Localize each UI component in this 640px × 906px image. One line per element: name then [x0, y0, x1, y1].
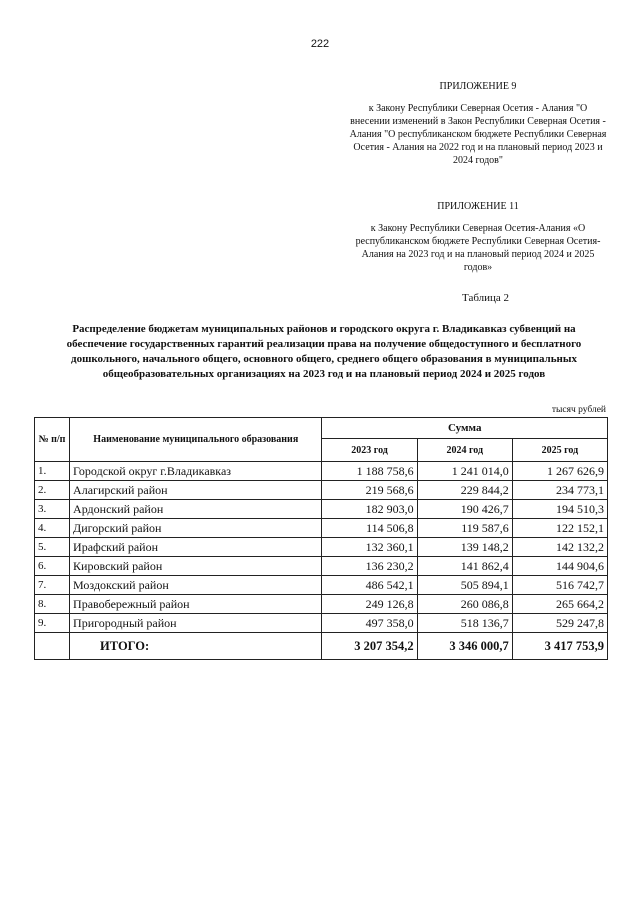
row-value-2023: 1 188 758,6: [322, 462, 417, 481]
row-value-2024: 260 086,8: [417, 595, 512, 614]
annex-11-heading: ПРИЛОЖЕНИЕ 11: [437, 201, 519, 212]
table-row: [35, 595, 608, 614]
row-name: Ирафский район: [70, 538, 322, 557]
table-body: [35, 462, 608, 633]
row-num: 2.: [35, 481, 70, 500]
table-row: [35, 557, 608, 576]
row-name: Кировский район: [70, 557, 322, 576]
header-year-2023: 2023 год: [322, 439, 417, 462]
row-value-2025: 1 267 626,9: [512, 462, 607, 481]
row-num: 4.: [35, 519, 70, 538]
row-value-2024: 229 844,2: [417, 481, 512, 500]
annex-9-heading: ПРИЛОЖЕНИЕ 9: [439, 81, 517, 92]
row-value-2024: 1 241 014,0: [417, 462, 512, 481]
table-row: [35, 500, 608, 519]
row-value-2025: 265 664,2: [512, 595, 607, 614]
header-name: Наименование муниципального образования: [70, 418, 322, 462]
header-year-2025: 2025 год: [512, 439, 607, 462]
row-value-2023: 486 542,1: [322, 576, 417, 595]
header-num: № п/п: [35, 418, 70, 462]
row-name: Ардонский район: [70, 500, 322, 519]
row-name: Пригородный район: [70, 614, 322, 633]
row-num: 5.: [35, 538, 70, 557]
total-2023: 3 207 354,2: [322, 633, 417, 660]
row-value-2024: 518 136,7: [417, 614, 512, 633]
total-label: ИТОГО:: [70, 633, 322, 660]
row-value-2025: 194 510,3: [512, 500, 607, 519]
subvention-table: [34, 417, 608, 660]
row-value-2023: 497 358,0: [322, 614, 417, 633]
table-row: [35, 576, 608, 595]
row-name: Правобережный район: [70, 595, 322, 614]
table-row: [35, 519, 608, 538]
row-value-2025: 144 904,6: [512, 557, 607, 576]
row-name: Городской округ г.Владикавказ: [70, 462, 322, 481]
row-num: 9.: [35, 614, 70, 633]
units-label: тысяч рублей: [551, 405, 606, 415]
row-value-2023: 219 568,6: [322, 481, 417, 500]
row-num: 6.: [35, 557, 70, 576]
total-num-cell: [35, 633, 70, 660]
row-value-2023: 132 360,1: [322, 538, 417, 557]
annex-9-block: [348, 80, 608, 167]
table-row: [35, 481, 608, 500]
row-num: 7.: [35, 576, 70, 595]
row-value-2025: 142 132,2: [512, 538, 607, 557]
row-value-2025: 516 742,7: [512, 576, 607, 595]
annex-9-text: к Закону Республики Северная Осетия - Алания "О внесении изменений в Закон Республики Северная Осетия - Алания "О республиканском бюджете Республики Северная Осетия - Алания на 2022 год и на плановый период 2023 и 2024 годов": [349, 103, 607, 166]
row-value-2025: 122 152,1: [512, 519, 607, 538]
annex-11-block: [348, 200, 608, 274]
row-value-2024: 139 148,2: [417, 538, 512, 557]
row-value-2024: 505 894,1: [417, 576, 512, 595]
row-value-2025: 529 247,8: [512, 614, 607, 633]
row-name: Моздокский район: [70, 576, 322, 595]
total-2025: 3 417 753,9: [512, 633, 607, 660]
row-value-2023: 136 230,2: [322, 557, 417, 576]
row-value-2024: 141 862,4: [417, 557, 512, 576]
row-value-2024: 190 426,7: [417, 500, 512, 519]
table-row: [35, 614, 608, 633]
total-2024: 3 346 000,7: [417, 633, 512, 660]
row-num: 1.: [35, 462, 70, 481]
row-value-2023: 182 903,0: [322, 500, 417, 519]
header-year-2024: 2024 год: [417, 439, 512, 462]
document-title: Распределение бюджетам муниципальных районов и городского округа г. Владикавказ субвенций на обеспечение государственных гарантий реализации права на получение общедоступного и бесплатного дошкольного, начального общего, основного общего, среднего общего образования в муниципальных общеобразовательных организациях на 2023 год и на плановый период 2024 и 2025 годов: [66, 323, 582, 380]
row-name: Дигорский район: [70, 519, 322, 538]
row-value-2024: 119 587,6: [417, 519, 512, 538]
header-sum: Сумма: [322, 418, 608, 439]
page-number: 222: [310, 38, 330, 50]
row-name: Алагирский район: [70, 481, 322, 500]
row-value-2025: 234 773,1: [512, 481, 607, 500]
total-row: [35, 633, 608, 660]
table-label: Таблица 2: [462, 292, 510, 304]
row-value-2023: 114 506,8: [322, 519, 417, 538]
table-row: [35, 538, 608, 557]
annex-11-text: к Закону Республики Северная Осетия-Алания «О республиканском бюджете Республики Северная Осетия-Алания на 2023 год и на плановый период 2024 и 2025 годов»: [355, 223, 601, 273]
table-row: [35, 462, 608, 481]
row-num: 8.: [35, 595, 70, 614]
row-num: 3.: [35, 500, 70, 519]
row-value-2023: 249 126,8: [322, 595, 417, 614]
